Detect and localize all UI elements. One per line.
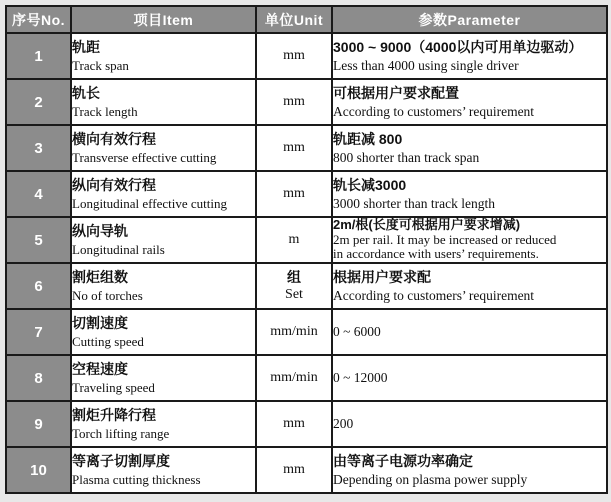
parameter-value: 由等离子电源功率确定	[333, 452, 473, 469]
parameter-cell	[332, 33, 607, 79]
parameter-value: in accordance with users’ requirements.	[333, 246, 539, 262]
item-name-en: Track length	[72, 104, 138, 120]
unit-cell	[256, 447, 332, 493]
parameter-value: 3000 ~ 9000（4000以内可用单边驱动）	[333, 38, 583, 55]
unit-value: mm/min	[270, 323, 318, 339]
item-name-cn: 纵向有效行程	[72, 177, 156, 194]
spec-table	[5, 5, 608, 494]
item-name-cn: 横向有效行程	[72, 131, 156, 148]
row-number-cell: 9	[6, 401, 71, 447]
table-row	[6, 33, 607, 79]
item-name-cn: 割炬组数	[72, 269, 128, 286]
item-cell	[71, 447, 256, 493]
item-cell	[71, 263, 256, 309]
header-col-item: 项目Item	[71, 6, 256, 33]
unit-cell	[256, 125, 332, 171]
parameter-cell	[332, 447, 607, 493]
header-col-parameter: 参数Parameter	[332, 6, 607, 33]
unit-cell	[256, 309, 332, 355]
parameter-value: According to customers’ requirement	[333, 104, 535, 120]
parameter-cell	[332, 401, 607, 447]
parameter-value: 2m/根(长度可根据用户要求增减)	[333, 217, 521, 233]
unit-value: 组	[287, 268, 301, 285]
parameter-cell	[332, 125, 607, 171]
item-cell	[71, 401, 256, 447]
parameter-value: 3000 shorter than track length	[333, 196, 495, 212]
table-row	[6, 79, 607, 125]
item-name-en: No of torches	[72, 288, 143, 304]
unit-value: Set	[285, 287, 303, 302]
parameter-value: 800 shorter than track span	[333, 150, 480, 166]
row-number-cell: 10	[6, 447, 71, 493]
item-cell	[71, 125, 256, 171]
parameter-value: 2m per rail. It may be increased or reduced	[333, 231, 557, 247]
unit-value: mm/min	[270, 369, 318, 385]
row-number-cell: 8	[6, 355, 71, 401]
row-number-cell: 7	[6, 309, 71, 355]
item-name-cn: 轨长	[72, 85, 100, 102]
unit-cell	[256, 263, 332, 309]
unit-cell	[256, 171, 332, 217]
unit-cell	[256, 33, 332, 79]
parameter-cell	[332, 79, 607, 125]
item-name-en: Traveling speed	[72, 380, 155, 396]
row-number-cell: 4	[6, 171, 71, 217]
parameter-cell	[332, 309, 607, 355]
unit-value: mm	[283, 93, 305, 109]
parameter-value: 0 ~ 12000	[333, 369, 388, 385]
unit-cell	[256, 401, 332, 447]
row-number-cell: 5	[6, 217, 71, 263]
parameter-value: 0 ~ 6000	[333, 323, 381, 339]
unit-cell	[256, 355, 332, 401]
row-number-cell: 6	[6, 263, 71, 309]
header-col-no: 序号No.	[6, 6, 71, 33]
parameter-value: According to customers’ requirement	[333, 288, 535, 304]
item-name-en: Longitudinal effective cutting	[72, 196, 227, 212]
unit-value: mm	[283, 461, 305, 477]
unit-value: mm	[283, 139, 305, 155]
unit-value: mm	[283, 415, 305, 431]
item-cell	[71, 79, 256, 125]
table-row	[6, 125, 607, 171]
parameter-value: 可根据用户要求配置	[333, 84, 459, 101]
unit-value: mm	[283, 185, 305, 201]
item-name-cn: 切割速度	[72, 315, 128, 332]
header-row	[6, 6, 607, 33]
item-name-en: Track span	[72, 58, 129, 74]
item-name-en: Torch lifting range	[72, 426, 170, 442]
unit-cell	[256, 79, 332, 125]
item-name-en: Plasma cutting thickness	[72, 472, 201, 488]
item-name-cn: 空程速度	[72, 361, 128, 378]
item-cell	[71, 309, 256, 355]
parameter-value: Depending on plasma power supply	[333, 472, 528, 488]
row-number-cell: 3	[6, 125, 71, 171]
spec-table-header	[6, 6, 607, 33]
item-name-en: Transverse effective cutting	[72, 150, 217, 166]
spec-table-body	[6, 33, 607, 493]
item-name-cn: 等离子切割厚度	[72, 453, 170, 470]
table-row	[6, 401, 607, 447]
parameter-value: 根据用户要求配	[333, 268, 431, 285]
item-name-cn: 纵向导轨	[72, 223, 128, 240]
item-cell	[71, 217, 256, 263]
header-col-unit: 单位Unit	[256, 6, 332, 33]
parameter-value: 200	[333, 415, 354, 431]
unit-cell	[256, 217, 332, 263]
item-cell	[71, 171, 256, 217]
table-row	[6, 355, 607, 401]
parameter-cell	[332, 217, 607, 263]
parameter-value: Less than 4000 using single driver	[333, 58, 519, 74]
parameter-cell	[332, 171, 607, 217]
item-name-cn: 割炬升降行程	[72, 407, 156, 424]
item-name-cn: 轨距	[72, 39, 100, 56]
table-row	[6, 447, 607, 493]
table-row	[6, 217, 607, 263]
item-cell	[71, 33, 256, 79]
parameter-cell	[332, 263, 607, 309]
item-cell	[71, 355, 256, 401]
item-name-en: Longitudinal rails	[72, 242, 165, 258]
table-row	[6, 309, 607, 355]
row-number-cell: 1	[6, 33, 71, 79]
table-row	[6, 263, 607, 309]
row-number-cell: 2	[6, 79, 71, 125]
table-row	[6, 171, 607, 217]
parameter-value: 轨长减3000	[333, 176, 407, 193]
parameter-cell	[332, 355, 607, 401]
item-name-en: Cutting speed	[72, 334, 144, 350]
parameter-value: 轨距减 800	[333, 130, 403, 147]
unit-value: mm	[283, 47, 305, 63]
unit-value: m	[288, 231, 300, 247]
